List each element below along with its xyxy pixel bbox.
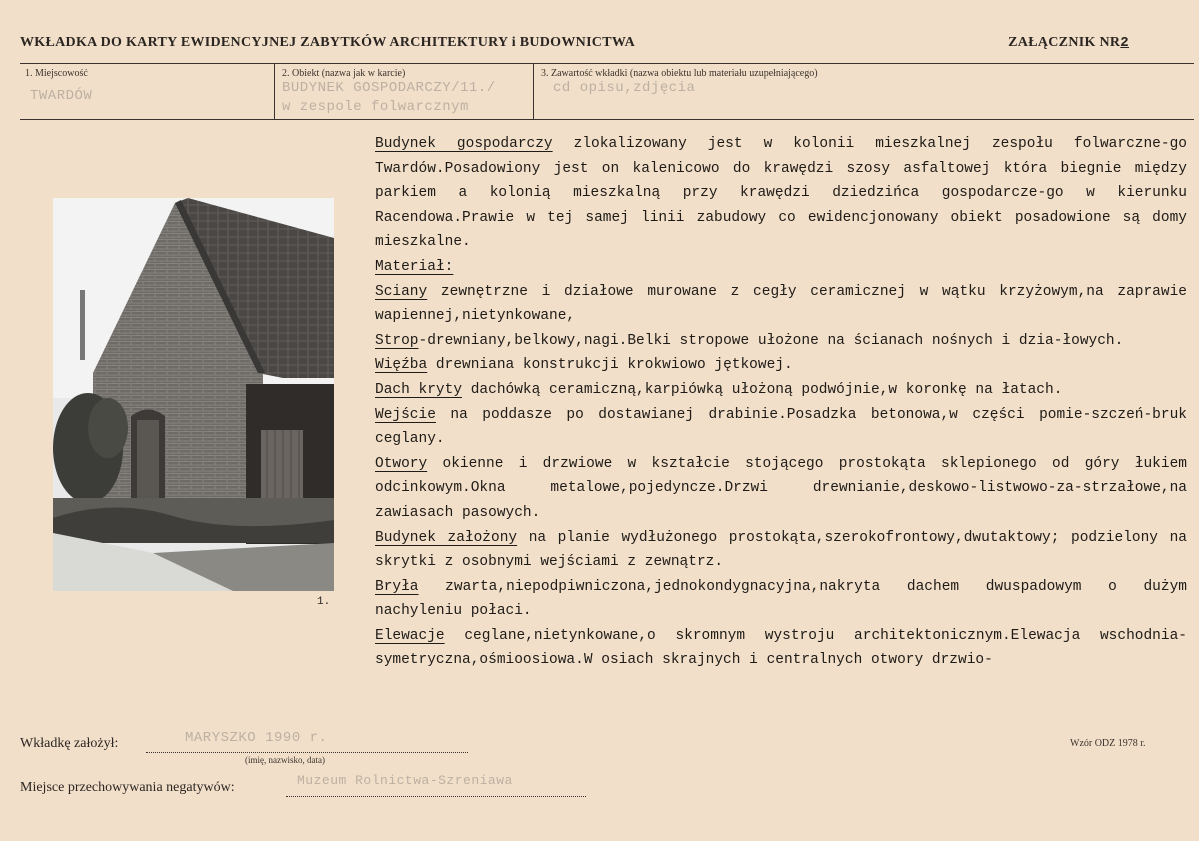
author-line — [146, 752, 468, 753]
object-value-line2: w zespole folwarcznym — [282, 99, 469, 115]
photo-number: 1. — [317, 596, 331, 608]
paragraph-openings — [375, 452, 1187, 526]
para-lead: Materiał: — [375, 258, 454, 275]
para-text: zlokalizowany jest w kolonii mieszkalnej zespołu folwarczne-go Twardów.Posadowiony jest on kalenicowo do krawędzi szosy asfaltowej która biegnie między parkiem a kolonią mieszkalną przy krawędzi dziedzińca gospodarcze-go w kierunku Racendowa.Prawie w tej samej linii zabudowy co ewidencjonowany obiekt posadowione są domy mieszkalne. — [375, 136, 1187, 251]
form-title: WKŁADKA DO KARTY EWIDENCYJNEJ ZABYTKÓW ARCHITEKTURY i BUDOWNICTWA — [20, 35, 636, 50]
para-text: okienne i drzwiowe w kształcie stojącego prostokąta sklepionego od góry łukiem odcinkowym.Okna metalowe,pojedyncze.Drzwi drewnianie,deskowo-listwowo-za-strzałowe,na zawiasach pasowych. — [375, 455, 1187, 521]
paragraph-ceiling — [375, 329, 1187, 354]
para-lead: Otwory — [375, 455, 428, 472]
para-text: zewnętrzne i działowe murowane z cegły ceramicznej w wątku krzyżowym,na zaprawie wapiennej,nietynkowane, — [375, 283, 1187, 325]
para-lead: Wejście — [375, 406, 436, 423]
form-code: Wzór ODZ 1978 r. — [1070, 738, 1146, 749]
attachment-label — [1008, 35, 1129, 51]
description-text — [375, 132, 1187, 673]
photo-image — [53, 198, 334, 591]
header-top-rule — [20, 63, 1194, 64]
storage-value: Muzeum Rolnictwa-Szreniawa — [297, 773, 513, 788]
paragraph-entrance — [375, 403, 1187, 452]
paragraph-walls — [375, 280, 1187, 329]
para-lead: Elewacje — [375, 627, 445, 644]
para-text: dachówką ceramiczną,karpiówką ułożoną podwójnie,w koronkę na łatach. — [462, 381, 1063, 398]
paragraph-truss — [375, 353, 1187, 378]
para-text: na poddasze po dostawianej drabinie.Posadzka betonowa,w części pomie-szczeń-bruk ceglany. — [375, 406, 1187, 448]
para-text: -drewniany,belkowy,nagi.Belki stropowe ułożone na ścianach nośnych i dzia-łowych. — [418, 332, 1124, 349]
attachment-number: 2 — [1120, 35, 1129, 51]
para-lead: Bryła — [375, 578, 419, 595]
storage-line — [286, 796, 586, 797]
para-lead: Budynek założony — [375, 529, 518, 546]
locality-value: TWARDÓW — [30, 88, 93, 104]
contents-label: 3. Zawartość wkładki (nazwa obiektu lub materiału uzupełniającego) — [541, 68, 818, 79]
author-label: Wkładkę założył: — [20, 736, 119, 751]
attachment-text: ZAŁĄCZNIK NR — [1008, 35, 1121, 50]
paragraph-elevations — [375, 624, 1187, 673]
para-text: zwarta,niepodpiwniczona,jednokondygnacyjna,nakryta dachem dwuspadowym o dużym nachyleniu połaci. — [375, 578, 1187, 620]
paragraph-mass — [375, 575, 1187, 624]
contents-value: cd opisu,zdjęcia — [553, 80, 696, 96]
para-text: ceglane,nietynkowane,o skromnym wystroju architektonicznym.Elewacja wschodnia-symetryczna,ośmioosiowa.W osiach skrajnych i centralnych otwory drzwio- — [375, 627, 1187, 669]
object-value-line1: BUDYNEK GOSPODARCZY/11./ — [282, 80, 496, 96]
paragraph-plan — [375, 526, 1187, 575]
locality-label: 1. Miejscowość — [25, 68, 88, 79]
author-value: MARYSZKO 1990 r. — [185, 730, 328, 746]
para-lead: Więźba — [375, 357, 428, 374]
author-caption: (imię, nazwisko, data) — [245, 755, 325, 765]
paragraph-roof — [375, 378, 1187, 403]
para-text: na planie wydłużonego prostokąta,szerokofrontowy,dwutaktowy; podzielony na skrytki z osobnymi wejściami z zewnątrz. — [375, 529, 1187, 571]
field-divider-2 — [533, 63, 534, 119]
storage-label: Miejsce przechowywania negatywów: — [20, 780, 235, 795]
object-label: 2. Obiekt (nazwa jak w karcie) — [282, 68, 406, 79]
header-bottom-rule — [20, 119, 1194, 120]
paragraph-material — [375, 255, 1187, 280]
building-photo — [53, 198, 334, 591]
para-lead: Budynek gospodarczy — [375, 136, 553, 152]
paragraph-location — [375, 132, 1187, 255]
para-lead: Sciany — [375, 283, 428, 300]
field-divider-1 — [274, 63, 275, 119]
para-text: drewniana konstrukcji krokwiowo jętkowej. — [427, 357, 793, 374]
para-lead: Dach kryty — [375, 381, 463, 398]
para-lead: Strop — [375, 332, 419, 349]
